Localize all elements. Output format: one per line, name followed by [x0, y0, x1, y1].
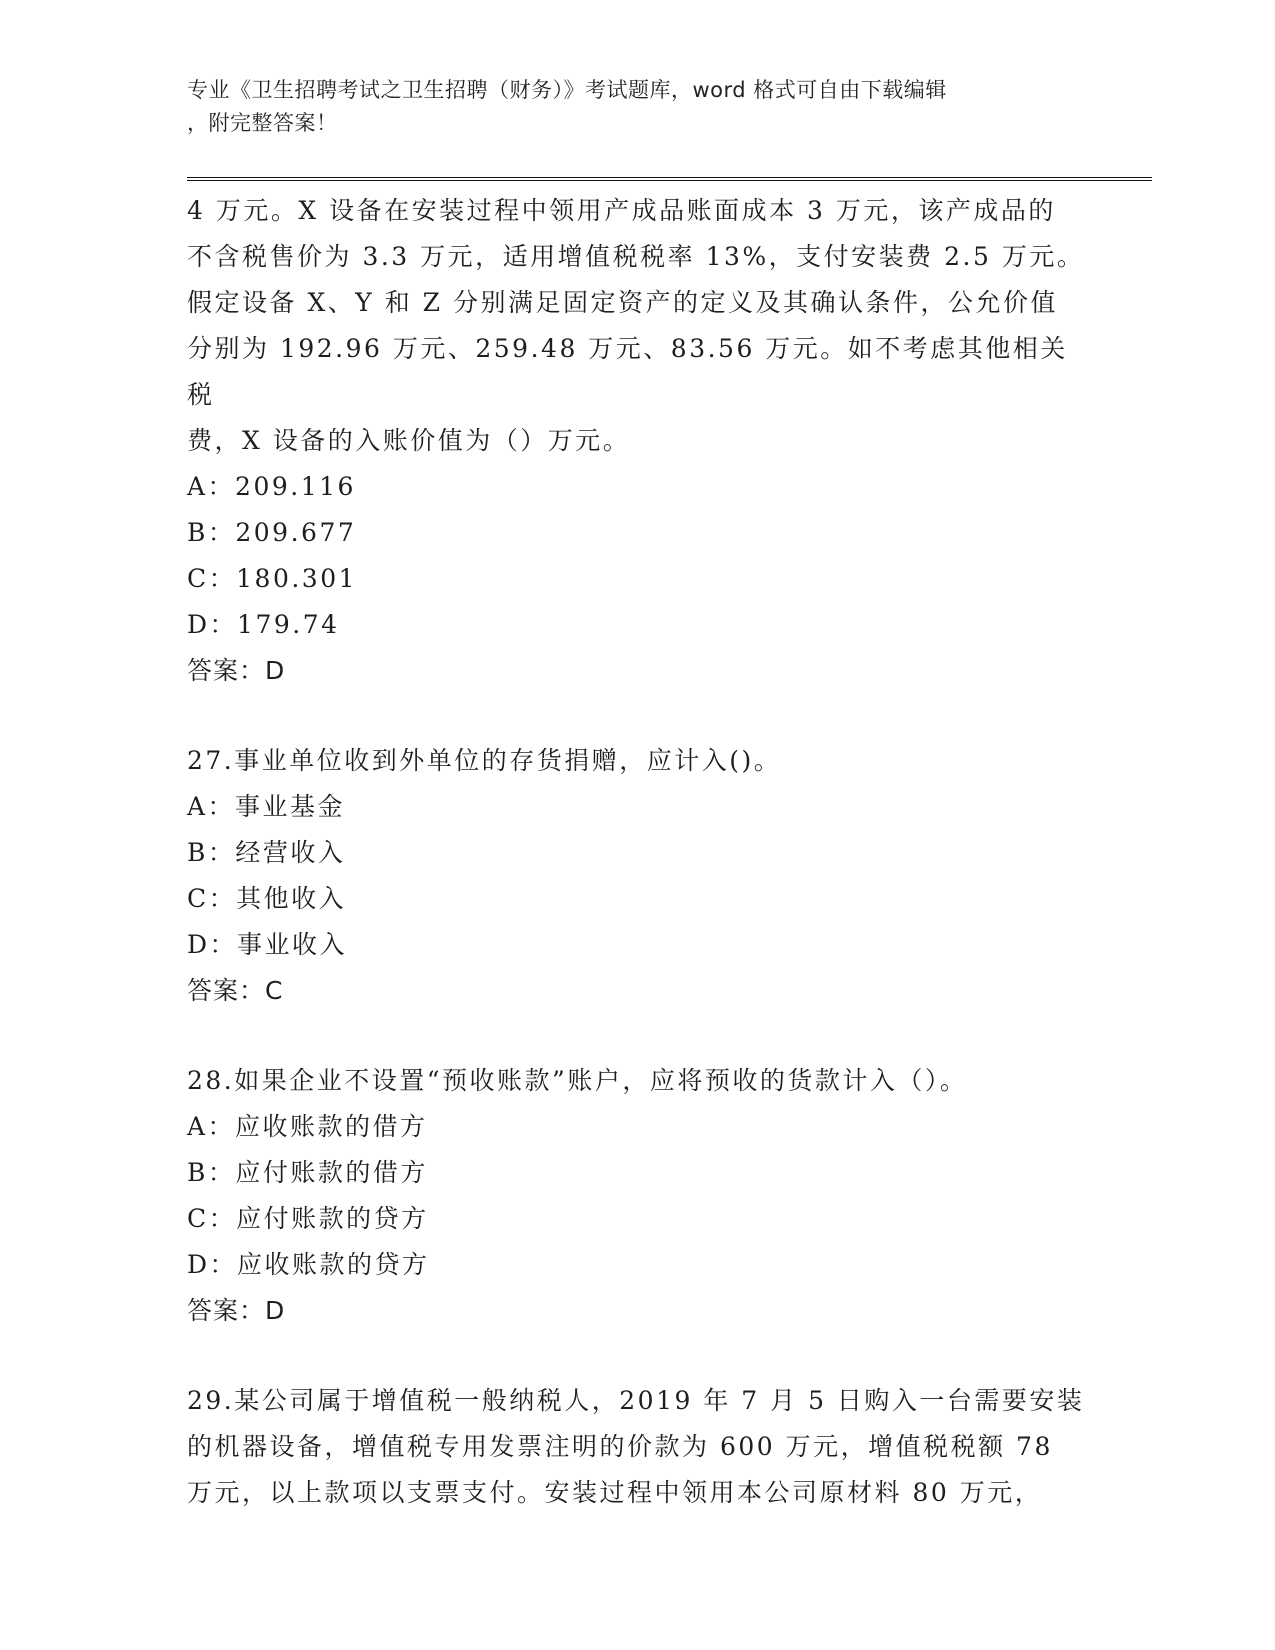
question-text-line: 不含税售价为 3.3 万元，适用增值税税率 13%，支付安装费 2.5 万元。 [187, 242, 1085, 271]
option-b: B：209.677 [187, 518, 357, 547]
option-b: B：经营收入 [187, 838, 346, 867]
option-b: B：应付账款的借方 [187, 1158, 428, 1187]
option-a: A：事业基金 [187, 792, 346, 821]
option-d: D：179.74 [187, 610, 340, 639]
answer-line: 答案：D [187, 656, 286, 685]
option-c: C：其他收入 [187, 884, 347, 913]
question-text-line: 的机器设备，增值税专用发票注明的价款为 600 万元，增值税税额 78 [187, 1432, 1053, 1461]
option-c: C：应付账款的贷方 [187, 1204, 429, 1233]
option-c: C：180.301 [187, 564, 358, 593]
option-a: A：应收账款的借方 [187, 1112, 428, 1141]
question-stem: 27.事业单位收到外单位的存货捐赠，应计入()。 [187, 746, 782, 775]
question-text-line: 假定设备 X、Y 和 Z 分别满足固定资产的定义及其确认条件，公允价值 [187, 288, 1058, 317]
header-line-1: 专业《卫生招聘考试之卫生招聘（财务）》考试题库，word 格式可自由下载编辑 [187, 78, 947, 102]
option-a: A：209.116 [187, 472, 356, 501]
option-d: D：事业收入 [187, 930, 348, 959]
question-text-line: 费，X 设备的入账价值为（）万元。 [187, 426, 631, 455]
question-stem: 28.如果企业不设置“预收账款”账户，应将预收的货款计入（）。 [187, 1066, 968, 1095]
option-d: D：应收账款的贷方 [187, 1250, 430, 1279]
question-28 [187, 1058, 1087, 1334]
question-29 [187, 1378, 1087, 1516]
question-text-line: 万元，以上款项以支票支付。安装过程中领用本公司原材料 80 万元， [187, 1478, 1043, 1507]
answer-line: 答案：C [187, 976, 284, 1005]
question-text-line: 29.某公司属于增值税一般纳税人，2019 年 7 月 5 日购入一台需要安装 [187, 1386, 1085, 1415]
answer-line: 答案：D [187, 1296, 286, 1325]
header-line-2: ，附完整答案！ [187, 111, 338, 135]
question-26 [187, 188, 1087, 694]
question-text-line: 4 万元。X 设备在安装过程中领用产成品账面成本 3 万元，该产成品的 [187, 196, 1056, 225]
question-27 [187, 738, 1087, 1014]
question-list [187, 188, 1087, 1516]
page-header [187, 74, 1087, 140]
question-text-line: 分别为 192.96 万元、259.48 万元、83.56 万元。如不考虑其他相关税 [187, 334, 1068, 409]
header-divider [187, 177, 1152, 181]
